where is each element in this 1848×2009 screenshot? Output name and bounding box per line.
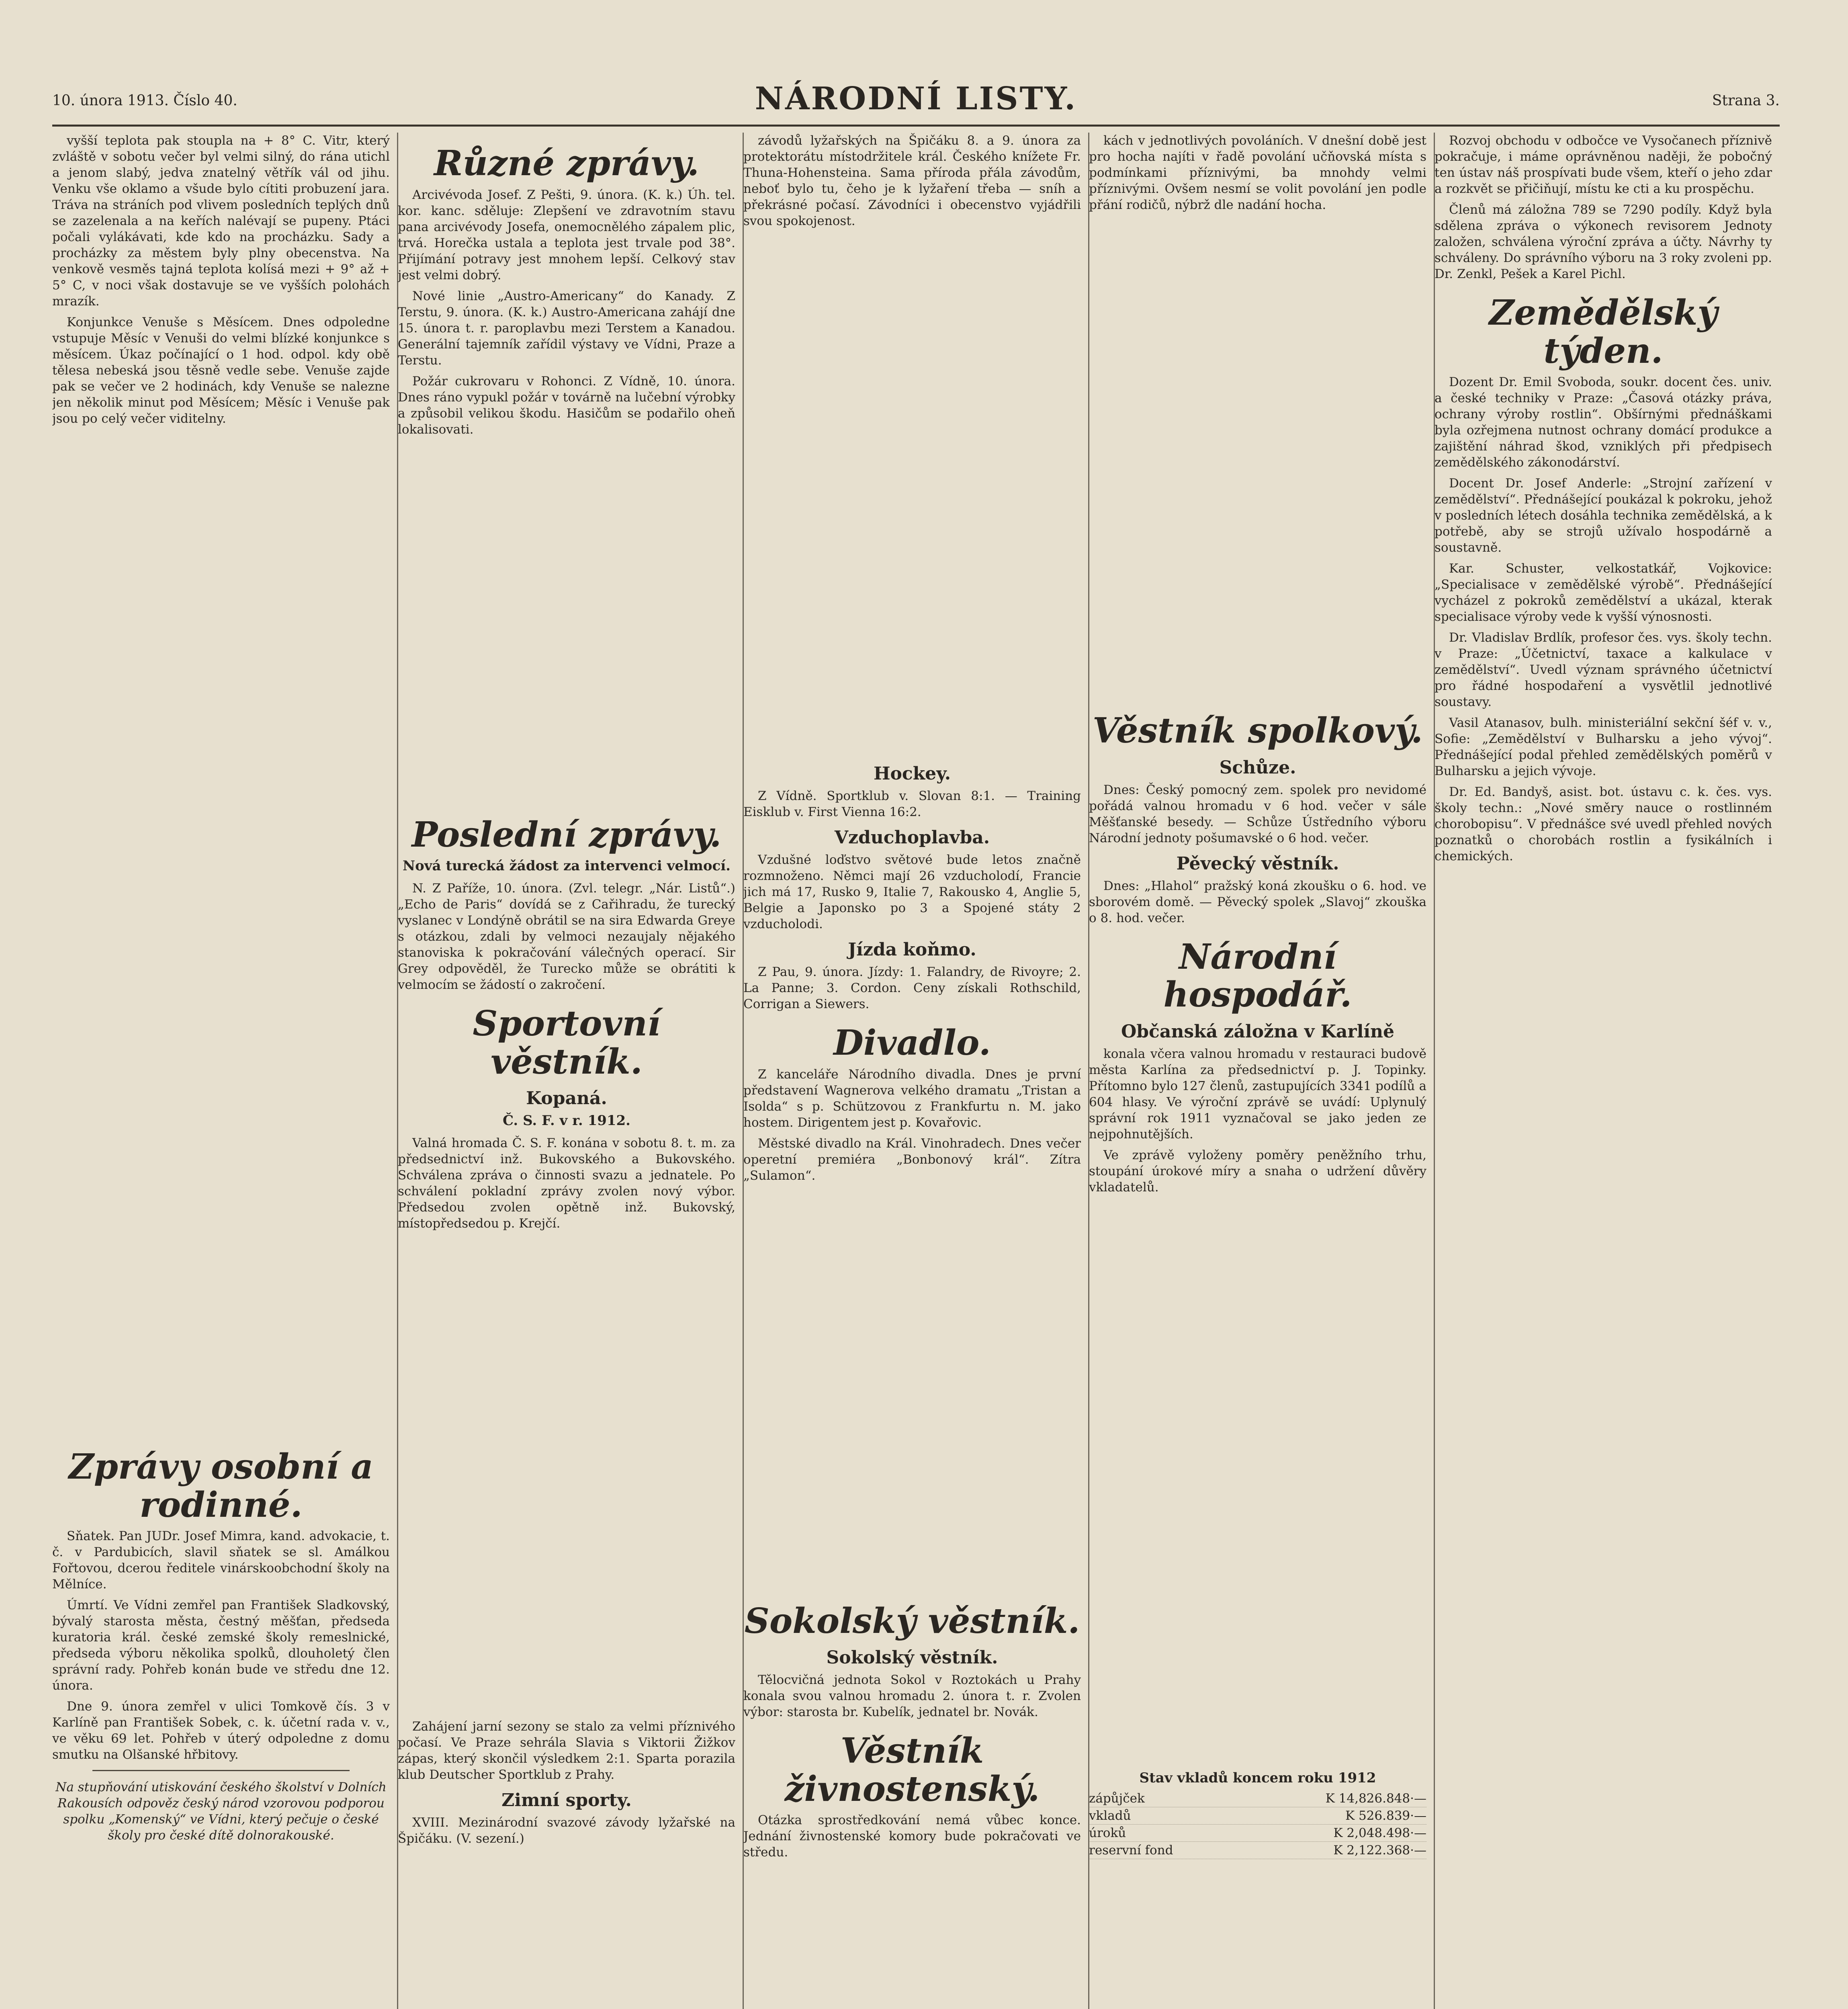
section-title-theatre: Divadlo. [833,1023,991,1063]
ledger-row [1089,1807,1426,1825]
article-weather: vyšší teplota pak stoupla na + 8° C. Vitr, který zvláště v sobotu večer byl velmi silný, do rána utichl a jenom slabý, jedva znatelný větřík vál od jihu. Venku vše oklamo a všude bylo cítiti probuzení jara. Tráva na stráních pod vlivem posledních teplých dnů se zazelenala a na keřích nalévají se pupeny. Ptáci počali vylákávati, kde kdo na procházku. Sady a procházky za městem byly plny obecenstva. Na venkově vesměs tajná teplota kolísá mezi + 9° až + 5° C, v noci však dostavuje se ve vyšších polohách mrazík. [52,133,390,309]
article-atanasov: Vasil Atanasov, bulh. ministeriální sekční šéf v. v., Sofie: „Zemědělství v Bulharsku a jeho vývoj“. Přednášející podal přehled zemědělských poměrů v Bulharsku a jejich vývoje. [1435,716,1772,779]
ledger-label: vkladů [1089,1808,1131,1823]
article-deck-csf: Č. S. F. v r. 1912. [502,1113,631,1129]
article-death-1: Úmrtí. Ve Vídni zemřel pan František Sladkovský, bývalý starosta města, čestný měšťan, předseda kuratoria král. české zemské školy remeslnické, předseda výboru několika spolků, dlouholetý člen správní rady. Pohřeb konán bude ve středu dne 12. února. [52,1598,390,1693]
column-3 [743,133,1081,2009]
article-sokol-roztoky: Tělocvičná jednota Sokol v Roztokách u Prahy konala svou valnou hromadu 2. února t. r. Zvolen výbor: starosta br. Kubelík, jednatel br. Novák. [743,1673,1081,1720]
article-brdlik: Dr. Vladislav Brdlík, profesor čes. vys. školy techn. v Praze: „Účetnictví, taxace a kalkulace v zemědělství“. Uvedl význam správného účetnictví pro řádné hospodaření a vysvětlil jednotlivé soustavy. [1435,630,1772,710]
article-svoboda: Dozent Dr. Emil Svoboda, soukr. docent čes. univ. a české techniky v Praze: „Časová otázky práva, ochrany výroby rostlin“. Obšírnými přednáškami byla ozřejmena nutnost ochrany domácí produkce a zajištění náhrad škod, vzniklých při předpisech zemědělského zákonodárství. [1435,375,1772,470]
section-title-various: Různé zprávy. [434,143,700,184]
section-title-sports: Sportovní věstník. [473,1003,661,1082]
issue-date: 10. února 1913. Číslo 40. [52,92,237,109]
column-2 [398,133,735,2009]
article-fire: Požár cukrovaru v Rohonci. Z Vídně, 10. února. Dnes ráno vypukl požár v továrně na lučební výrobky a způsobil velikou škodu. Hasičům se podařilo oheň lokalisovati. [398,374,735,437]
article-karlin-bank: konala včera valnou hromadu v restauraci budově města Karlína za předsednictví p. J. Topinky. Přítomno bylo 127 členů, zastupujících 3341 podílů a 604 hlasy. Ve výroční zprávě se uvádí: Uplynulý správní rok 1911 vyznačoval se jako jeden ze nejpohnutějších. [1089,1046,1426,1142]
column-filler [743,1189,1081,1590]
subsection-sokol: Sokolský věstník. [826,1647,998,1668]
ledger-value: K 14,826.848·— [1325,1791,1426,1806]
ledger-label: reservní fond [1089,1843,1173,1858]
article-spicak: závodů lyžařských na Špičáku 8. a 9. února za protektorátu místodržitele král. Českého knížete Fr. Thuna-Hohensteina. Sama příroda přála závodům, neboť bylo tu, čeho je k lyžaření třeba — sníh a překrásné počasí. Závodníci i obecenstvo vyjádřili svou spokojenost. [743,133,1081,228]
column-4 [1089,133,1426,2009]
subsection-karlin-bank: Občanská záložna v Karlíně [1121,1021,1395,1042]
ledger-row [1089,1842,1426,1859]
ledger-label: úroků [1089,1825,1126,1840]
section-title-sokol: Sokolský věstník. [744,1600,1080,1641]
section-title-trade: Věstník živnostenský. [784,1731,1040,1809]
columns [52,133,1780,2009]
article-trade: Otázka sprostředkování nemá vůbec konce. Jednání živnostenské komory bude pokračovati ve středu. [743,1813,1081,1860]
subsection-aviation: Vzduchoplavba. [834,827,990,848]
ledger-row [1089,1825,1426,1842]
article-vysocany: Rozvoj obchodu v odbočce ve Vysočanech příznivě pokračuje, i máme oprávněnou naději, že pobočný ten ústav náš prospívati bude všem, kteří o jeho zdar a rozkvět se přičiňují, místu ke cti a ku prospěchu. [1435,133,1772,196]
article-schuster: Kar. Schuster, velkostatkář, Vojkovice: „Specialisace v zemědělské výrobě“. Přednášející vycházel z pokroků zemědělství a ukázal, kterak specialisace výroby vede k vyšší výnosnosti. [1435,561,1772,624]
column-filler [398,442,735,804]
page-number: Strana 3. [1712,92,1780,109]
column-filler [52,432,390,1436]
article-members: Členů má záložna 789 se 7290 podíly. Když byla sdělena zpráva o výkonech revisorem Jednoty založen, schválena výroční zpráva a účty. Návrhy ty schváleny. Do správního výboru na 3 roky zvoleni pp. Dr. Zenkl, Pešek a Karel Pichl. [1435,203,1772,281]
article-hockey: Z Vídně. Sportklub v. Slovan 8:1. — Training Eisklub v. First Vienna 16:2. [743,789,1081,819]
footer-note: Na stupňování utiskování českého školství v Dolních Rakousích odpověz český národ vzorovou podporou spolku „Komenský“ ve Vídni, který pečuje o české školy pro české dítě dolnorakouské. [55,1780,387,1843]
article-vinohrady-theatre: Městské divadlo na Král. Vinohradech. Dnes večer operetní premiéra „Bonbonový král“. Zítra „Sulamon“. [743,1136,1081,1183]
article-season-opening: Zahájení jarní sezony se stalo za velmi příznivého počasí. Ve Praze sehrála Slavia s Viktorii Žižkov zápas, který skončil výsledkem 2:1. Sparta porazila klub Deutscher Sportklub z Prahy. [398,1719,735,1782]
subsection-riding: Jízda koňmo. [848,939,976,960]
ledger-value: K 2,122.368·— [1333,1843,1426,1858]
article-airships: Vzdušné loďstvo světové bude letos značně rozmnoženo. Němci mají 26 vzducholodí, Francie jich má 17, Rusko 9, Italie 7, Rakousko 4, Anglie 5, Belgie a Japonsko po 3 a Spojené státy 2 vzducholodi. [743,853,1081,931]
article-wedding: Sňatek. Pan JUDr. Josef Mimra, kand. advokacie, t. č. v Pardubicích, slavil sňatek se sl. Amálkou Fořtovou, dcerou ředitele vinárskoobchodní školy na Mělníce. [52,1529,390,1592]
column-filler [743,234,1081,756]
column-filler [1089,218,1426,700]
article-ski-races: XVIII. Mezinárodní svazové závody lyžařské na Špičáku. (V. sezení.) [398,1815,735,1846]
subsection-winter-sports: Zimní sporty. [501,1790,632,1811]
section-title-latest: Poslední zprávy. [411,814,722,855]
column-5 [1435,133,1772,2009]
article-meetings: Dnes: Český pomocný zem. spolek pro nevidomé pořádá valnou hromadu v 6 hod. večer v sále Měšťanské besedy. — Schůze Ústředního výboru Národní jednoty pošumavské o 6 hod. večer. [1089,782,1426,845]
article-deck: Nová turecká žádost za intervenci velmocí. [403,858,731,874]
ledger-value: K 526.839·— [1345,1808,1426,1823]
column-filler [1089,1200,1426,1763]
section-title-agriculture: Zemědělský týden. [1489,293,1718,371]
article-venus: Konjunkce Venuše s Měsícem. Dnes odpoledne vstupuje Měsíc v Venuši do velmi blízké konjunkce s měsícem. Úkaz počínající o 1 hod. odpol. kdy obě tělesa nebeská jsou těsně vedle sebe. Venuše zajde pak se večer ve 2 hodinách, kdy Venuše se nalezne jen několik minut pod Měsícem; Měsíc i Venuše pak jsou po celý večer viditelny. [52,315,390,426]
subsection-football: Kopaná. [526,1088,607,1109]
article-apprentices: kách v jednotlivých povoláních. V dnešní době jest pro hocha najíti v řadě povolání učňovská místa s podmínkami příznivými, ba mnohdy velmi příznivými. Ovšem nesmí se volit povolání jen podle přání rodičů, nýbrž dle nadání hocha. [1089,133,1426,212]
article-national-theatre: Z kanceláře Národního divadla. Dnes je první představení Wagnerova velkého dramatu „Tristan a Isolda“ s p. Schützovou z Frankfurtu n. M. jako hostem. Dirigentem jest p. Kovařovic. [743,1067,1081,1130]
ledger-value: K 2,048.498·— [1333,1825,1426,1840]
column-1 [52,133,390,2009]
section-title-associations: Věstník spolkový. [1093,710,1423,751]
divider [92,1770,350,1771]
subsection-hockey: Hockey. [873,763,951,784]
section-title-personal: Zprávy osobní a rodinné. [69,1446,373,1525]
article-money-market: Ve zprávě vyloženy poměry peněžního trhu, stoupání úrokové míry a snaha o udržení důvěry vkladatelů. [1089,1148,1426,1195]
ledger-table [1089,1790,1426,1859]
article-bandys: Dr. Ed. Bandyš, asist. bot. ústavu c. k. čes. vys. školy techn.: „Nové směry nauce o rostlinném chorobopisu“. V přednášce své uvedl přehled nových poznatků o chorobách rostlin a fysikálních i chemických. [1435,785,1772,864]
article-austro-americana: Nové linie „Austro-Americany“ do Kanady. Z Terstu, 9. února. (K. k.) Austro-Americana zahájí dne 15. února t. r. paroplavbu mezi Terstem a Kanadou. Generální tajemník zařídil výstavy ve Vídni, Praze a Terstu. [398,288,735,368]
article-csf-meeting: Valná hromada Č. S. F. konána v sobotu 8. t. m. za předsednictví inž. Bukovského a Bukovského. Schválena zpráva o činnosti svazu a jednatele. Po schválení pokladní zprávy zvolen nový výbor. Předsedou zvolen opětně inž. Bukovský, místopředsedou p. Krejčí. [398,1136,735,1231]
ledger-title: Stav vkladů koncem roku 1912 [1139,1770,1376,1786]
page-header [52,76,1780,127]
subsection-choirs: Pěvecký věstník. [1176,853,1339,874]
article-turkey: N. Z Paříže, 10. února. (Zvl. telegr. „Nár. Listů“.) „Echo de Paris“ dovídá se z Cařihradu, že turecký vyslanec v Londýně obrátil se na sira Edwarda Greye s otázkou, zdali by velmoci nezaujaly nějakého stanoviska k pokračování válečných operací. Sir Grey odpověděl, že Turecko může se obrátiti k velmocím se žádostí o zakročení. [398,881,735,992]
article-pau: Z Pau, 9. února. Jízdy: 1. Falandry, de Rivoyre; 2. La Panne; 3. Cordon. Ceny získali Rothschild, Corrigan a Siewers. [743,965,1081,1011]
ledger-row [1089,1790,1426,1807]
article-death-2: Dne 9. února zemřel v ulici Tomkově čís. 3 v Karlíně pan František Sobek, c. k. účetní rada v. v., ve věku 69 let. Pohřeb v úterý odpoledne z domu smutku na Olšanské hřbitovy. [52,1699,390,1762]
subsection-meetings: Schůze. [1219,757,1296,778]
column-filler [398,1236,735,1718]
article-hlahol: Dnes: „Hlahol“ pražský koná zkoušku o 6. hod. ve sborovém domě. — Pěvecký spolek „Slavoj“ zkouška o 8. hod. večer. [1089,878,1426,925]
section-title-economy: Národní hospodář. [1163,936,1352,1015]
ledger-label: zápůjček [1089,1791,1145,1806]
masthead: NÁRODNÍ LISTY. [755,80,1077,117]
article-archduke: Arcivévoda Josef. Z Pešti, 9. února. (K. k.) Úh. tel. kor. kanc. sděluje: Zlepšení ve zdravotním stavu pana arcivévody Josefa, onemocnělého zápalem plic, trvá. Horečka ustala a teplota jest trvale pod 38°. Přijímání potravy jest mnohem lepší. Celkový stav jest velmi dobrý. [398,187,735,282]
article-anderle: Docent Dr. Josef Anderle: „Strojní zařízení v zemědělství“. Přednášející poukázal k pokroku, jehož v posledních létech dosáhla technika zemědělská, a k potřebě, aby se strojů užívalo hospodárně a soustavně. [1435,476,1772,555]
